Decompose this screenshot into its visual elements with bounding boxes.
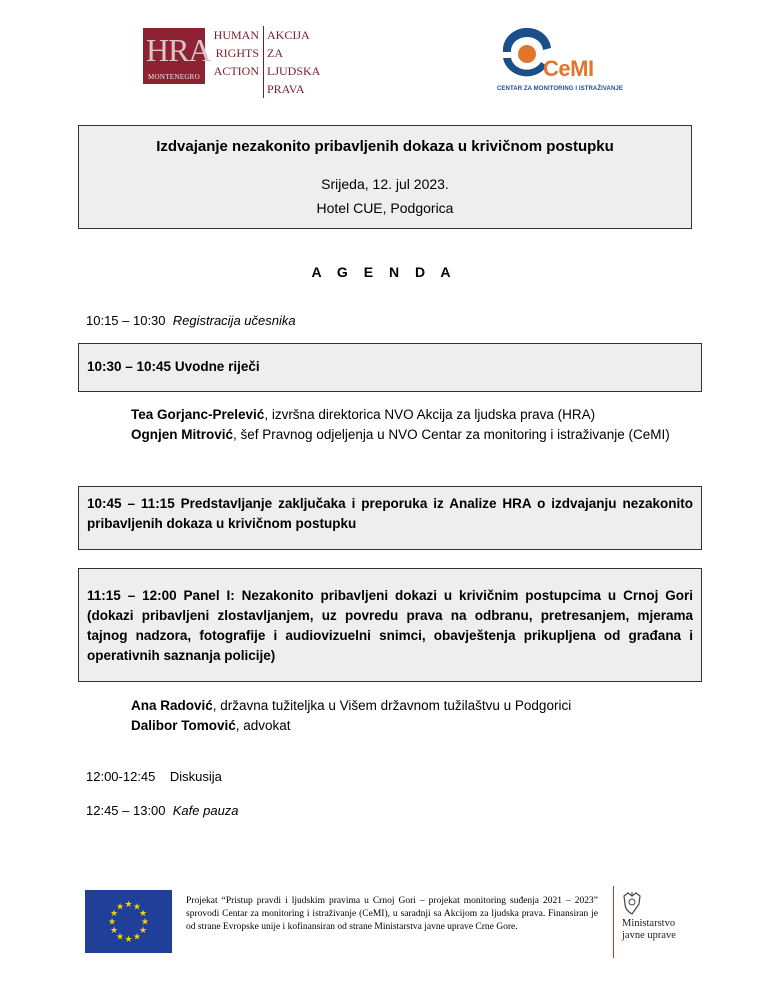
hra-logo [143, 26, 321, 96]
svg-text:★: ★ [109, 926, 119, 936]
speaker-role: , državna tužiteljka u Višem državnom tužilaštvu u Podgorici [212, 698, 572, 713]
opening-speakers [131, 405, 701, 444]
agenda-item-coffee [86, 803, 239, 818]
eu-flag [85, 890, 172, 953]
event-title: Izdvajanje nezakonito pribavljenih dokaza u krivičnom postupku [156, 138, 614, 155]
cemi-logo-subtitle: CENTAR ZA MONITORING I ISTRAŽIVANJE [497, 86, 623, 92]
hra-logo-subtitle: MONTENEGRO [148, 73, 200, 81]
svg-text:★: ★ [138, 909, 148, 919]
hra-logo-mark [143, 28, 211, 84]
svg-text:★: ★ [138, 926, 148, 936]
eu-stars-icon [85, 890, 172, 953]
event-title-box [78, 125, 692, 229]
agenda-time: 12:45 – 13:00 [86, 803, 166, 818]
hra-logo-line: RIGHTS [215, 46, 259, 60]
speaker [131, 716, 701, 736]
hra-logo-line: PRAVA [267, 82, 305, 96]
hra-logo-letters: HRA [146, 32, 211, 68]
agenda-title: Diskusija [169, 769, 222, 784]
agenda-item-panel [78, 568, 702, 682]
speaker-role: , advokat [235, 717, 291, 733]
ministry-name [622, 918, 676, 942]
agenda-heading-opening: 10:30 – 10:45 Uvodne riječi [87, 359, 260, 374]
speaker-role: , izvršna direktorica NVO Akcija za ljudska prava (HRA) [264, 407, 596, 422]
hra-logo-local [263, 26, 327, 98]
svg-text:★: ★ [132, 932, 142, 943]
svg-text:★: ★ [132, 902, 142, 913]
cemi-logo-name: CeMI [543, 56, 594, 81]
speaker [131, 425, 701, 445]
agenda-heading-panel: 11:15 – 12:00 Panel I: Nezakonito pribavljeni dokazi u krivičnim postupcima u Crnoj Gori (dokazi pribavljeni zlostavljanjem, uz povredu prava na odbranu, pretresanjem, mjerama tajnog nadzora, fotografije i audiovizuelni snimci, obavještenja prikupljena od građana i operativnih saznanja policije) [87, 588, 693, 663]
agenda-heading-presentation: 10:45 – 11:15 Predstavljanje zaključaka i preporuka iz Analize HRA o izdvajanju nezakonito pribavljenih dokaza u krivičnom postupku [87, 496, 693, 531]
cemi-logo [497, 26, 627, 98]
speaker [131, 696, 701, 716]
hra-logo-line: HUMAN [213, 28, 259, 42]
agenda-item-presentation [78, 486, 702, 550]
panel-speakers [131, 696, 701, 735]
agenda-item-discussion [86, 769, 222, 784]
agenda-item-opening [78, 343, 702, 392]
footer-divider [613, 886, 614, 958]
svg-text:★: ★ [107, 917, 117, 928]
svg-text:★: ★ [124, 900, 133, 910]
hra-logo-line: LJUDSKA [267, 64, 321, 78]
hra-logo-line: ACTION [213, 64, 259, 78]
event-venue: Hotel CUE, Podgorica [316, 200, 454, 216]
agenda-time: 10:15 – 10:30 [86, 313, 166, 328]
ministry-name-line: javne uprave [622, 930, 676, 941]
agenda-item-registration [86, 313, 296, 328]
funding-statement: Projekat “Pristup pravdi i ljudskim pravima u Crnoj Gori – projekat monitoring suđenja 2021 – 2023” sprovodi Centar za monitoring i istraživanje (CeMI), u saradnji sa Akcijom za ljudska prava. Finansiran je od strane Evropske unije i kofinansiran od strane Ministarstva javne uprave Crne Gore. [186, 896, 598, 932]
agenda-heading: A G E N D A [311, 264, 457, 280]
hra-logo-english [209, 26, 259, 80]
agenda-title: Kafe pauza [172, 803, 239, 818]
svg-text:★: ★ [124, 935, 133, 945]
ministry-name-line: Ministarstvo [622, 918, 676, 929]
svg-text:★: ★ [140, 917, 150, 928]
agenda-title: Registracija učesnika [172, 313, 296, 328]
speaker-name: Tea Gorjanc-Prelević [131, 407, 265, 422]
svg-text:★: ★ [109, 909, 119, 919]
montenegro-crest-icon [620, 890, 644, 916]
event-date: Srijeda, 12. jul 2023. [321, 176, 449, 192]
agenda-time: 12:00-12:45 [86, 769, 156, 784]
hra-logo-line: AKCIJA ZA [267, 28, 310, 60]
speaker-role: , šef Pravnog odjeljenja u NVO Centar za monitoring i istraživanje (CeMI) [233, 426, 670, 442]
speaker [131, 405, 701, 425]
speaker-name: Dalibor Tomović [131, 717, 236, 733]
speaker-name: Ana Radović [131, 698, 213, 713]
svg-text:★: ★ [115, 932, 125, 943]
speaker-name: Ognjen Mitrović [131, 426, 234, 442]
svg-text:★: ★ [115, 902, 125, 913]
